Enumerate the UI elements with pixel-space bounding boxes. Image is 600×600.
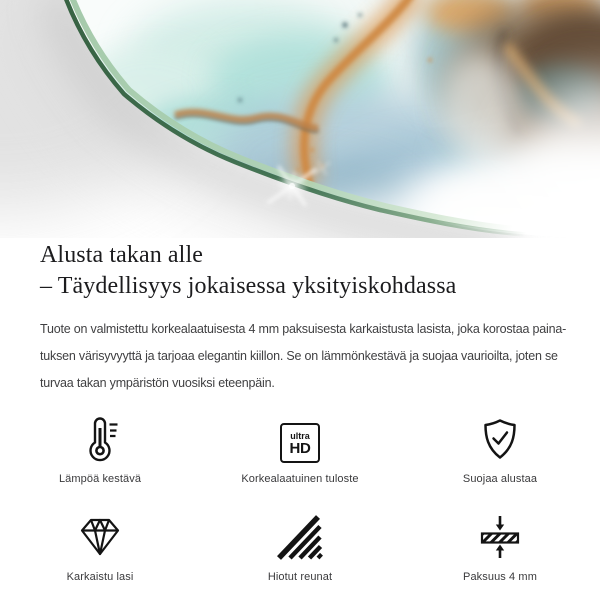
feature-heat-resistant [59, 413, 141, 485]
description-paragraph [40, 316, 567, 397]
feature-thickness [463, 511, 537, 583]
feature-polished-edges [268, 511, 332, 583]
title-line-1: Alusta takan alle [40, 242, 203, 268]
feature-label: Suojaa alustaa [462, 473, 538, 485]
feature-label: Hiotut reunat [267, 571, 333, 583]
feature-tempered-glass [67, 511, 134, 583]
title-line-2: – Täydellisyys jokaisessa yksityiskohdassa [40, 273, 457, 299]
ultra-hd-badge-bottom: HD [289, 439, 311, 457]
round-glass-marble-photo [0, 0, 600, 238]
content-block [0, 240, 600, 397]
polished-edges-icon [276, 511, 324, 561]
feature-label: Karkaistu lasi [66, 571, 134, 583]
page-title [40, 240, 560, 302]
feature-protects-base [463, 413, 537, 485]
feature-ultra-hd [241, 413, 358, 485]
feature-label: Paksuus 4 mm [463, 571, 537, 583]
ultra-hd-icon [280, 413, 320, 463]
feature-label: Lämpöä kestävä [58, 473, 142, 485]
shield-check-icon [476, 413, 524, 463]
feature-label: Korkealaatuinen tuloste [241, 473, 359, 485]
product-image [0, 0, 600, 238]
feature-grid [0, 413, 600, 583]
ultra-hd-badge-top: ultra [290, 430, 310, 441]
diamond-icon [76, 511, 124, 561]
paragraph-line-3: turvaa takan ympäristön vuosiksi eteenpäin. [40, 376, 275, 390]
thickness-icon [476, 511, 524, 561]
thermometer-icon [76, 413, 124, 463]
paragraph-line-2: tuksen värisyvyyttä ja tarjoaa elegantin kiillon. Se on lämmönkestävä ja suojaa vaurioilta, joten se [40, 349, 558, 363]
paragraph-line-1: Tuote on valmistettu korkealaatuisesta 4 mm paksuisesta karkaistusta lasista, joka korostaa paina- [40, 322, 567, 336]
